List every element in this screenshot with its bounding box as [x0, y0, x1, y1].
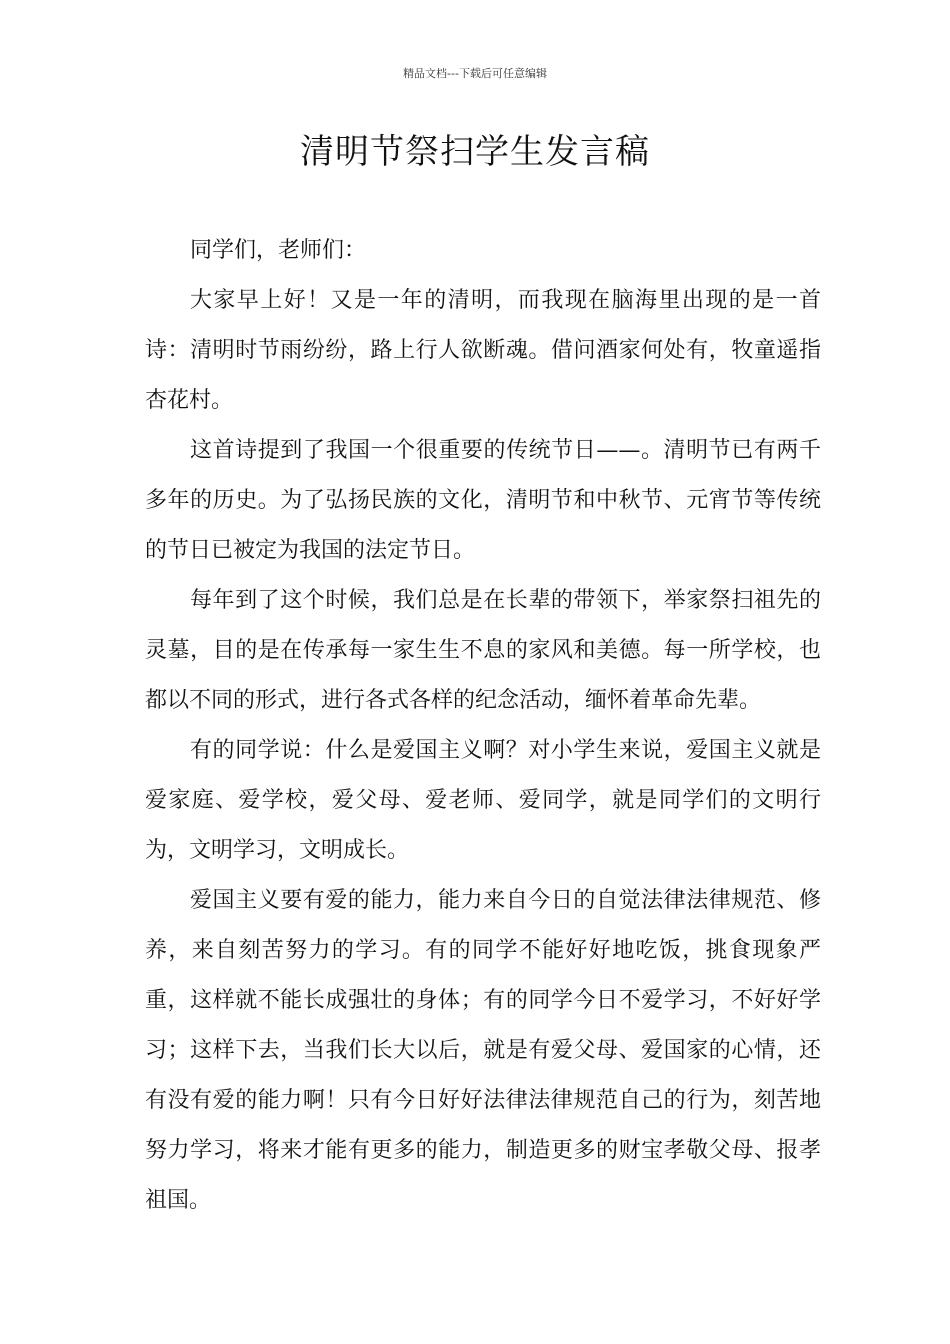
greeting-paragraph: 同学们，老师们：: [190, 238, 367, 263]
body-paragraph: 有的同学说：什么是爱国主义啊？对小学生来说，爱国主义就是爱家庭、爱学校，爱父母、爱老师、爱同学，就是同学们的文明行为，文明学习，文明成长。: [145, 738, 821, 863]
document-body: [145, 226, 821, 1226]
body-paragraph: 这首诗提到了我国一个很重要的传统节日——。清明节已有两千多年的历史。为了弘扬民族的文化，清明节和中秋节、元宵节等传统的节日已被定为我国的法定节日。: [145, 438, 821, 563]
body-paragraph: 每年到了这个时候，我们总是在长辈的带领下，举家祭扫祖先的灵墓，目的是在传承每一家生生不息的家风和美德。每一所学校，也都以不同的形式，进行各式各样的纪念活动，缅怀着革命先辈。: [145, 588, 821, 713]
body-paragraph: 爱国主义要有爱的能力，能力来自今日的自觉法律法律规范、修养，来自刻苦努力的学习。有的同学不能好好地吃饭，挑食现象严重，这样就不能长成强壮的身体；有的同学今日不爱学习，不好好学习；这样下去，当我们长大以后，就是有爱父母、爱国家的心情，还有没有爱的能力啊！只有今日好好法律法律规范自己的行为，刻苦地努力学习，将来才能有更多的能力，制造更多的财宝孝敬父母、报孝祖国。: [145, 888, 821, 1213]
body-paragraph: 大家早上好！又是一年的清明，而我现在脑海里出现的是一首诗：清明时节雨纷纷，路上行人欲断魂。借问酒家何处有，牧童遥指杏花村。: [145, 288, 821, 413]
document-title: 清明节祭扫学生发言稿: [300, 132, 650, 172]
header-note: 精品文档---下载后可任意编辑: [403, 67, 547, 80]
